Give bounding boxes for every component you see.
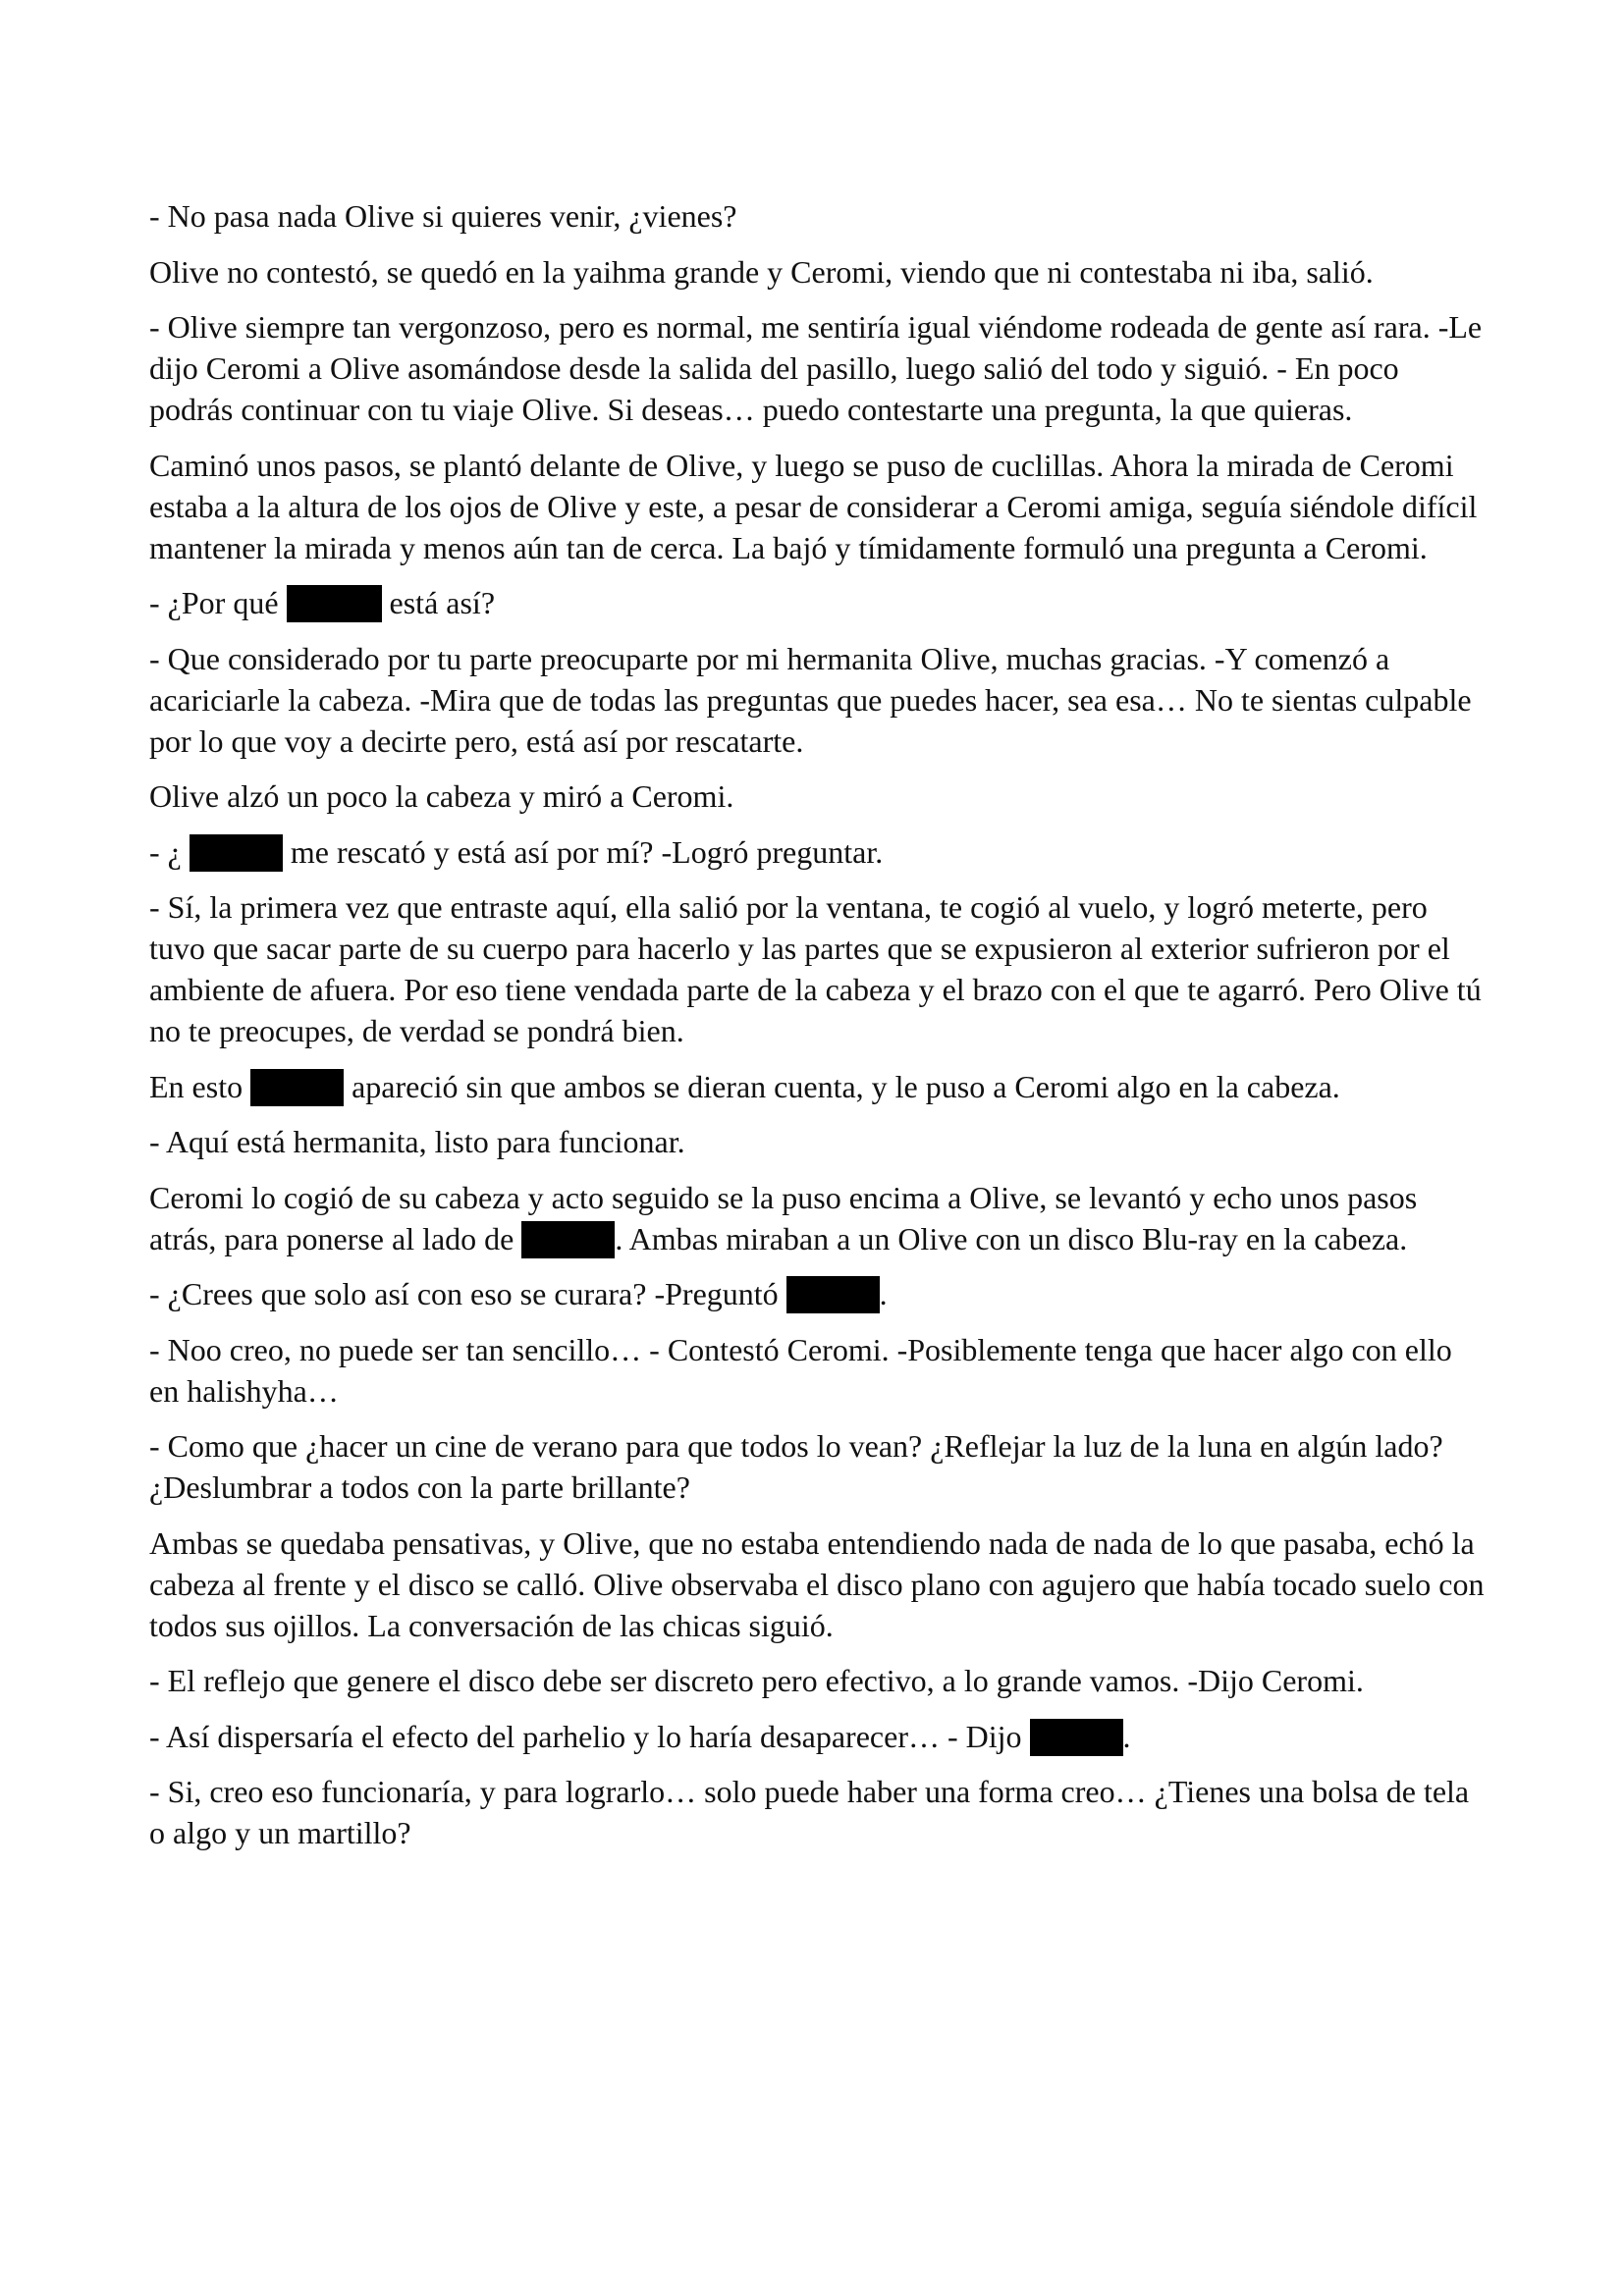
paragraph: Caminó unos pasos, se plantó delante de Olive, y luego se puso de cuclillas. Ahora la mirada de Ceromi estaba a la altura de los ojos de Olive y este, a pesar de considerar a Ceromi amiga, seguía siéndole difícil mantener la mirada y menos aún tan de cerca. La bajó y tímidamente formuló una pregunta a Ceromi. [149,447,1478,565]
text-segment: . [1122,1718,1131,1754]
text-segment: - ¿Por qué [149,585,287,620]
paragraph-with-redaction [149,582,1485,623]
document-page [149,195,1485,1868]
text-segment: - ¿Crees que solo así con eso se curara? -Preguntó [149,1276,786,1311]
redaction-block [287,585,382,622]
paragraph: - Olive siempre tan vergonzoso, pero es normal, me sentiría igual viéndome rodeada de gente así rara. -Le dijo Ceromi a Olive asomándose desde la salida del pasillo, luego salió del todo y siguió. - En poco podrás continuar con tu viaje Olive. Si deseas… puedo contestarte una pregunta, la que quieras. [149,309,1483,427]
redaction-block [521,1221,615,1258]
paragraph: Ambas se quedaba pensativas, y Olive, que no estaba entendiendo nada de nada de lo que pasaba, echó la cabeza al frente y el disco se calló. Olive observaba el disco plano con agujero que había tocado suelo con todos sus ojillos. La conversación de las chicas siguió. [149,1524,1485,1643]
text-segment: - Así dispersaría el efecto del parhelio y lo haría desaparecer… - Dijo [149,1718,1030,1754]
paragraph-with-redaction [149,1066,1485,1107]
paragraph: Olive no contestó, se quedó en la yaihma grande y Ceromi, viendo que ni contestaba ni iba, salió. [149,253,1374,290]
text-segment: Ceromi lo cogió de su cabeza y acto seguido se la puso encima a Olive, se levantó y echo unos pasos atrás, para ponerse al lado de [149,1179,1418,1256]
paragraph-with-redaction [149,1177,1485,1259]
redaction-block [250,1069,344,1106]
redaction-block [786,1276,880,1313]
redaction-block [1030,1719,1123,1756]
paragraph: - Si, creo eso funcionaría, y para lograrlo… solo puede haber una forma creo… ¿Tienes una bolsa de tela o algo y un martillo? [149,1774,1470,1850]
paragraph-with-redaction [149,831,1485,873]
text-segment: está así? [381,585,496,620]
paragraph: Olive alzó un poco la cabeza y miró a Ceromi. [149,778,734,814]
text-segment: apareció sin que ambos se dieran cuenta, y le puso a Ceromi algo en la cabeza. [344,1068,1340,1104]
paragraph: - El reflejo que genere el disco debe ser discreto pero efectivo, a lo grande vamos. -Dijo Ceromi. [149,1663,1364,1698]
paragraph: - Aquí está hermanita, listo para funcionar. [149,1124,685,1159]
text-segment: En esto [149,1068,251,1104]
paragraph: - Sí, la primera vez que entraste aquí, ella salió por la ventana, te cogió al vuelo, y logró meterte, pero tuvo que sacar parte de su cuerpo para hacerlo y las partes que se expusieron al exterior sufrieron por el ambiente de afuera. Por eso tiene vendada parte de la cabeza y el brazo con el que te agarró. Pero Olive tú no te preocupes, de verdad se pondrá bien. [149,889,1482,1048]
paragraph: - Que considerado por tu parte preocuparte por mi hermanita Olive, muchas gracias. -Y comenzó a acariciarle la cabeza. -Mira que de todas las preguntas que puedes hacer, sea esa… No te sientas culpable por lo que voy a decirte pero, está así por rescatarte. [149,640,1472,759]
text-segment: . [879,1276,888,1311]
text-segment: . Ambas miraban a un Olive con un disco Blu-ray en la cabeza. [615,1220,1408,1256]
paragraph: - No pasa nada Olive si quieres venir, ¿vienes? [149,198,737,234]
redaction-block [189,834,283,872]
text-segment: me rescató y está así por mí? -Logró preguntar. [282,833,884,870]
paragraph: - Noo creo, no puede ser tan sencillo… - Contestó Ceromi. -Posiblemente tenga que hacer algo con ello en halishyha… [149,1331,1452,1409]
text-segment: - ¿ [149,833,189,870]
paragraph-with-redaction [149,1716,1485,1757]
paragraph-with-redaction [149,1273,1485,1314]
paragraph: - Como que ¿hacer un cine de verano para que todos lo vean? ¿Reflejar la luz de la luna en algún lado? ¿Deslumbrar a todos con la parte brillante? [149,1428,1443,1505]
